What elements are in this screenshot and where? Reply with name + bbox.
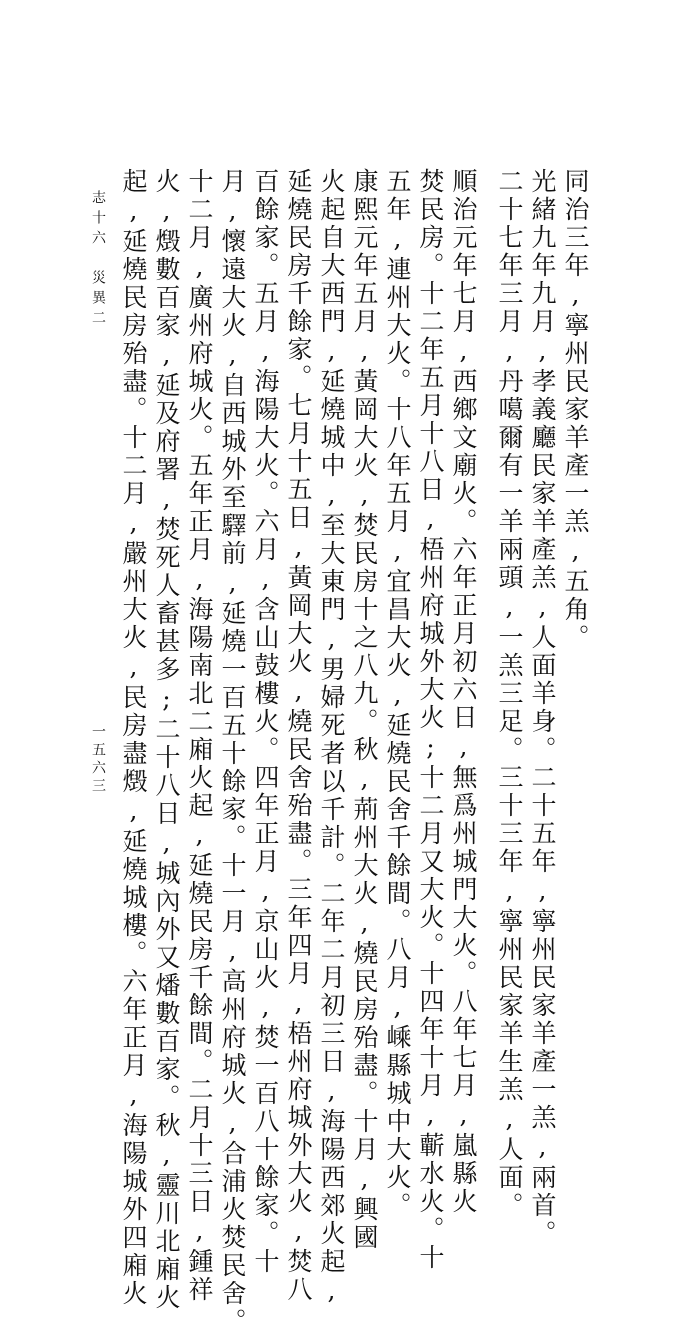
page-number: 一五六三 <box>90 724 106 796</box>
text-column-5: 焚民房。十二年五月十八日,梧州府城外大火;十二月又大火。十四年十月,蘄水火。十 <box>416 168 445 1272</box>
text-column-6: 五年,連州大火。十八年五月,宜昌大火,延燒民舍千餘間。八月,嵊縣城中大火。 <box>383 168 412 1220</box>
text-column-14: 起,延燒民房殆盡。十二月,嚴州大火,民房盡燬,延燒城樓。六年正月,海陽城外四廂火 <box>119 168 148 1308</box>
text-column-10: 百餘家。五月,海陽大火。六月,含山鼓樓火。四年正月,京山火,焚一百八十餘家。十 <box>251 168 280 1276</box>
section-label: 災異二 <box>90 270 106 330</box>
text-column-12: 十二月,廣州府城火。五年正月,海陽南北二廂火起,延燒民房千餘間。二月十三日,鍾祥 <box>185 168 214 1304</box>
text-column-3: 二十七年三月,丹噶爾有一羊兩頭,一羔三足。三十三年,寧州民家羊生羔,人面。 <box>495 168 524 1220</box>
text-column-11: 月,懷遠大火,自西城外至驛前,延燒一百五十餘家。十一月,高州府城火,合浦火焚民舍。 <box>218 168 247 1336</box>
margin-header <box>91 190 105 330</box>
text-column-9: 延燒民房千餘家。七月十五日,黃岡大火,燒民舍殆盡。三年四月,梧州府城外大火,焚八 <box>284 168 313 1304</box>
text-column-8: 火起自大西門,延燒城中,至大東門,男婦死者以千計。二年二月初三日,海陽西郊火起, <box>317 168 346 1308</box>
text-column-2: 光緒九年九月,孝義廳民家羊產羔,人面羊身。二十五年,寧州民家羊產一羔,兩首。 <box>528 168 557 1248</box>
text-column-1: 同治三年,寧州民家羊產一羔,五角。 <box>561 168 590 652</box>
chapter-label: 志十六 <box>90 190 106 250</box>
text-column-13: 火,燬數百家,延及府署,焚死人畜甚多;二十八日,城內外又燔數百家。秋,靈川北廂火 <box>152 168 181 1312</box>
text-column-7: 康熙元年五月,黃岡大火,焚民房十之八九。秋,荊州大火,燒民房殆盡。十月,興國 <box>350 168 379 1252</box>
text-column-4: 順治元年七月,西鄉文廟火。六年正月初六日,無爲州城門大火。八年七月,嵐縣火 <box>449 168 478 1216</box>
